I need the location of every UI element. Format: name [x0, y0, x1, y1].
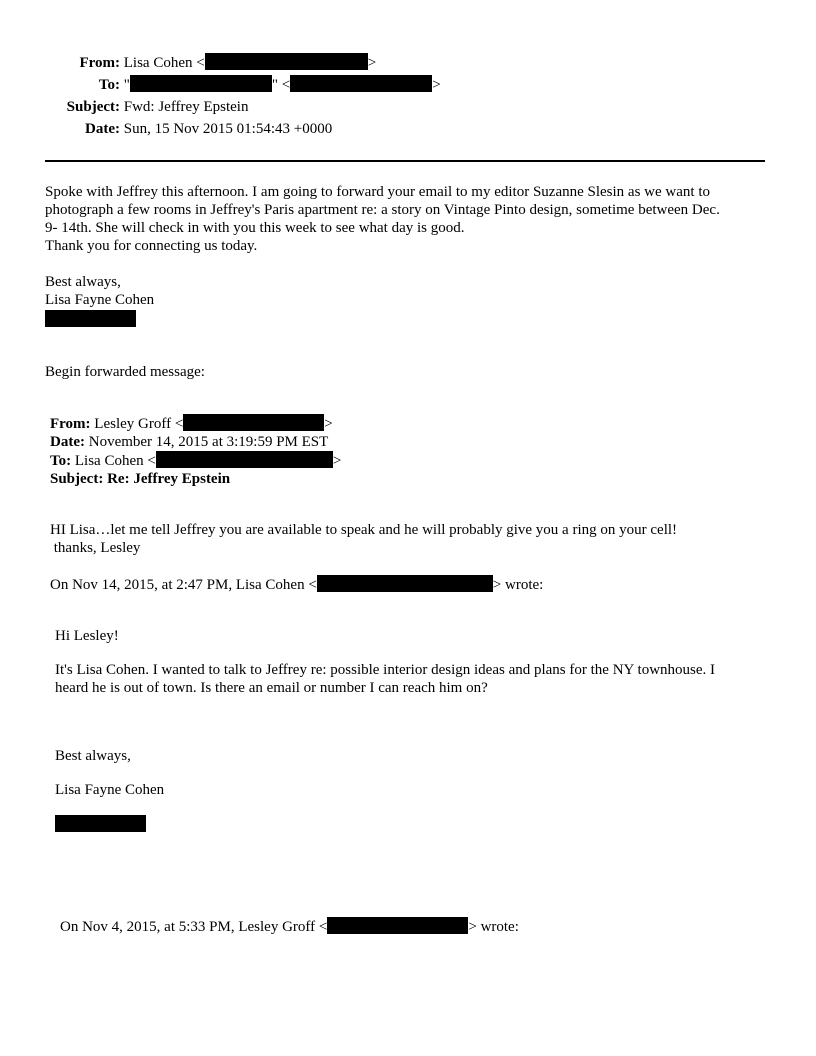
- forwarded-from-row: From: Lesley Groff < >: [50, 416, 333, 432]
- header-to-label: To:: [98, 77, 120, 93]
- header-from-row: From: Lisa Cohen < >: [45, 52, 376, 74]
- redaction-block: [327, 917, 468, 934]
- forwarded-date: November 14, 2015 at 3:19:59 PM EST: [88, 434, 329, 450]
- forwarded-subject: Re: Jeffrey Epstein: [107, 471, 231, 487]
- forwarded-from-label: From:: [50, 416, 91, 432]
- forwarded-to-row: To: Lisa Cohen < >: [50, 453, 342, 469]
- redaction-block: [290, 75, 432, 92]
- redaction-block: [156, 451, 333, 468]
- body-line: photograph a few rooms in Jeffrey's Paris apartment re: a story on Vintage Pinto design, sometime between Dec.: [45, 202, 720, 218]
- redaction-block: [205, 53, 368, 70]
- redaction-block: [317, 575, 493, 592]
- body-line: Spoke with Jeffrey this afternoon. I am going to forward your email to my editor Suzanne Slesin as we want to: [45, 184, 710, 200]
- quote-line: It's Lisa Cohen. I wanted to talk to Jeffrey re: possible interior design ideas and plans for the NY townhouse. I: [55, 662, 716, 678]
- header-from-name: Lisa Cohen: [123, 55, 193, 71]
- redaction-block: [55, 815, 146, 832]
- forwarded-from-name: Lesley Groff: [94, 416, 172, 432]
- redaction-block: [45, 310, 136, 327]
- redaction-block: [183, 414, 324, 431]
- forwarded-to-label: To:: [50, 453, 72, 469]
- forwarded-subject-label: Subject:: [50, 471, 104, 487]
- header-divider: [45, 160, 765, 162]
- quote-wrote: wrote:: [480, 919, 519, 935]
- header-date: Sun, 15 Nov 2015 01:54:43 +0000: [123, 121, 333, 137]
- body-closing: Best always,: [45, 274, 121, 290]
- quote-closing: Best always,: [55, 748, 131, 764]
- quote-attribution-text: On Nov 4, 2015, at 5:33 PM, Lesley Groff: [60, 919, 316, 935]
- header-to-row: To: " " < >: [45, 74, 441, 96]
- forward-intro: Begin forwarded message:: [45, 364, 205, 380]
- quote-attribution: On Nov 4, 2015, at 5:33 PM, Lesley Groff < > wrote:: [60, 919, 519, 935]
- quote-signature: Lisa Fayne Cohen: [55, 782, 165, 798]
- quote-attribution: On Nov 14, 2015, at 2:47 PM, Lisa Cohen < > wrote:: [50, 577, 544, 593]
- header-subject: Fwd: Jeffrey Epstein: [123, 99, 249, 115]
- forwarded-date-row: [50, 433, 341, 451]
- body-signature: Lisa Fayne Cohen: [45, 292, 155, 308]
- forwarded-header: [50, 414, 341, 488]
- redaction-block: [130, 75, 272, 92]
- reply-line: thanks, Lesley: [50, 540, 141, 556]
- quote-greeting: Hi Lesley!: [55, 628, 119, 644]
- body-line: 9- 14th. She will check in with you this week to see what day is good.: [45, 220, 465, 236]
- body-signature-block: [45, 273, 775, 309]
- body-line: Thank you for connecting us today.: [45, 238, 258, 254]
- forwarded-date-label: Date:: [50, 434, 85, 450]
- quote-attribution-text: On Nov 14, 2015, at 2:47 PM, Lisa Cohen: [50, 577, 305, 593]
- message-body: [45, 183, 775, 255]
- forwarded-to-name: Lisa Cohen: [74, 453, 144, 469]
- forwarded-subject-row: [50, 470, 341, 488]
- header-date-row: [45, 118, 332, 140]
- reply-line: HI Lisa…let me tell Jeffrey you are available to speak and he will probably give you a ring on your cell!: [50, 522, 678, 538]
- forwarded-reply: [50, 521, 677, 557]
- quote-wrote: wrote:: [505, 577, 544, 593]
- quote-body: [55, 661, 715, 697]
- header-date-label: Date:: [85, 121, 120, 137]
- quote-line: heard he is out of town. Is there an email or number I can reach him on?: [55, 680, 488, 696]
- header-subject-row: [45, 96, 248, 118]
- header-from-label: From:: [79, 55, 120, 71]
- header-subject-label: Subject:: [66, 99, 120, 115]
